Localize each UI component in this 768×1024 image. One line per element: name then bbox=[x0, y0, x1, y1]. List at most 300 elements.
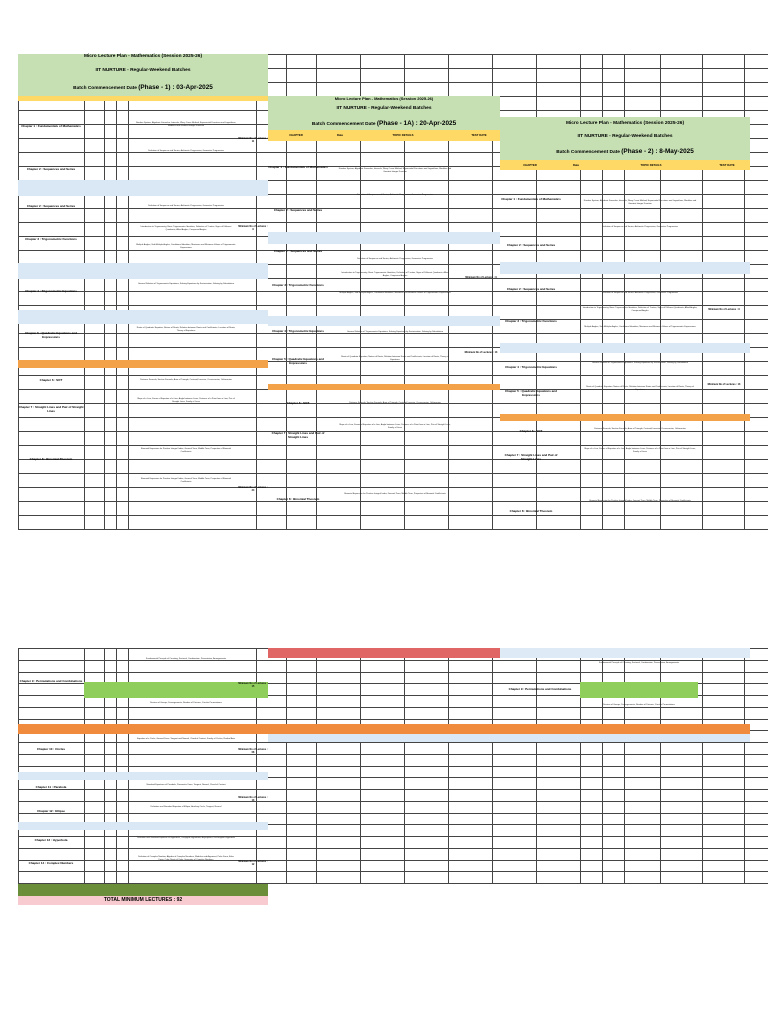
phase1-chapter-6: Chapter 6 : SOT bbox=[39, 378, 63, 382]
grid-cell bbox=[449, 362, 493, 376]
phase2-chapter-5: Chapter 5 : Quadratic Equations and Expressions bbox=[504, 389, 557, 397]
grid-cell bbox=[317, 778, 361, 790]
grid-cell bbox=[117, 236, 129, 250]
page2-topics-9: Fundamental Principle of Counting, Factorial, Combination, Permutation, Arrangements bbox=[145, 658, 227, 660]
grid-cell bbox=[361, 860, 405, 872]
grid-cell bbox=[745, 778, 768, 790]
grid-cell bbox=[703, 180, 745, 194]
grid-cell bbox=[105, 488, 117, 502]
grid-cell bbox=[257, 515, 287, 529]
grid-cell bbox=[745, 236, 768, 250]
grid-cell bbox=[745, 222, 768, 236]
grid-cell bbox=[405, 460, 449, 474]
grid-cell bbox=[405, 152, 449, 166]
phase2-chapter-3: Chapter 3 : Trigonometric Functions bbox=[505, 319, 557, 323]
grid-cell bbox=[493, 743, 537, 755]
grid-cell bbox=[405, 432, 449, 446]
page2-minlect-4: Minimum No of Lectures : 12 bbox=[238, 860, 268, 866]
grid-cell bbox=[85, 707, 105, 719]
grid-cell bbox=[625, 743, 661, 755]
grid-cell bbox=[537, 55, 581, 69]
grid-cell bbox=[493, 68, 537, 82]
phase1a-chapter-6: Chapter 6 : SOT bbox=[286, 401, 310, 405]
phase2-title: Micro Lecture Plan - Mathematics (Session 2025-26) bbox=[500, 117, 750, 130]
phase1-topics-4: General Solution of Trigonometric Equations, Solving Equations by Factorisation, Solving by Substitution bbox=[138, 283, 234, 285]
grid-cell bbox=[603, 801, 625, 813]
grid-cell bbox=[257, 446, 287, 460]
phase2-header-row bbox=[500, 160, 750, 170]
grid-cell bbox=[361, 515, 405, 529]
page2-minlect-2: Minimum No of Lectures : 08 bbox=[238, 748, 268, 754]
grid-cell bbox=[361, 837, 405, 849]
grid-cell bbox=[317, 672, 361, 684]
page2-blue-band-right bbox=[500, 648, 750, 658]
grid-cell bbox=[105, 152, 117, 166]
grid-cell bbox=[405, 696, 449, 708]
grid-cell bbox=[449, 55, 493, 69]
grid-cell bbox=[317, 460, 361, 474]
page2-chapter-9: Chapter 9 : Permutations and Combinations bbox=[19, 679, 83, 683]
grid-cell bbox=[581, 754, 603, 766]
phase2-batch: IIT NURTURE - Regular-Weekend Batches bbox=[500, 130, 750, 144]
grid-cell bbox=[537, 474, 581, 488]
grid-cell bbox=[603, 860, 625, 872]
grid-cell bbox=[661, 55, 703, 69]
grid-cell bbox=[603, 474, 625, 488]
phase2-commence-date: (Phase - 2) : 8-May-2025 bbox=[621, 148, 694, 155]
grid-cell bbox=[603, 872, 625, 884]
grid-cell bbox=[661, 222, 703, 236]
grid-cell bbox=[117, 404, 129, 418]
grid-cell bbox=[105, 790, 117, 802]
grid-cell bbox=[625, 460, 661, 474]
phase2-topics-1: Number System, Algebraic Formulae, Intervals, Wavy Curve Method, Exponential Functions and Logarithms, Modulus and Greatest Integer Function bbox=[583, 200, 697, 205]
grid-cell bbox=[405, 502, 449, 516]
grid-cell bbox=[581, 82, 603, 96]
grid-cell bbox=[449, 825, 493, 837]
grid-cell bbox=[317, 848, 361, 860]
grid-cell bbox=[287, 754, 317, 766]
grid-cell bbox=[603, 743, 625, 755]
grid-cell bbox=[19, 474, 85, 488]
grid-row bbox=[19, 743, 768, 755]
grid-cell bbox=[537, 222, 581, 236]
grid-cell bbox=[129, 334, 257, 348]
grid-cell bbox=[745, 860, 768, 872]
grid-cell bbox=[287, 180, 317, 194]
page2-chapter-10: Chapter 10 : Circles bbox=[36, 747, 66, 751]
grid-cell bbox=[449, 801, 493, 813]
grid-cell bbox=[257, 334, 287, 348]
grid-cell bbox=[317, 684, 361, 696]
phase2-band-1 bbox=[500, 262, 750, 274]
grid-cell bbox=[257, 707, 287, 719]
grid-cell bbox=[745, 446, 768, 460]
grid-cell bbox=[603, 432, 625, 446]
grid-cell bbox=[361, 778, 405, 790]
phase1-header-strip bbox=[18, 96, 268, 101]
grid-cell bbox=[317, 872, 361, 884]
grid-cell bbox=[405, 790, 449, 802]
page2-total: TOTAL MINIMUM LECTURES : 92 bbox=[18, 896, 268, 905]
grid-cell bbox=[405, 660, 449, 672]
grid-cell bbox=[703, 208, 745, 222]
phase1a-header-row bbox=[268, 130, 500, 141]
grid-cell bbox=[625, 837, 661, 849]
grid-cell bbox=[287, 848, 317, 860]
grid-cell bbox=[117, 166, 129, 180]
grid-cell bbox=[85, 515, 105, 529]
grid-cell bbox=[745, 208, 768, 222]
grid-cell bbox=[257, 801, 287, 813]
grid-cell bbox=[85, 390, 105, 404]
grid-cell bbox=[661, 502, 703, 516]
grid-cell bbox=[19, 208, 85, 222]
grid-cell bbox=[537, 376, 581, 390]
grid-cell bbox=[317, 801, 361, 813]
page2-chapter-12: Chapter 12 : Ellipse bbox=[37, 809, 65, 813]
grid-cell bbox=[317, 860, 361, 872]
grid-cell bbox=[603, 208, 625, 222]
grid-cell bbox=[287, 860, 317, 872]
grid-cell bbox=[537, 515, 581, 529]
grid-cell bbox=[117, 649, 129, 661]
grid-cell bbox=[625, 707, 661, 719]
grid-cell bbox=[117, 152, 129, 166]
grid-cell bbox=[287, 813, 317, 825]
page2-minlect-3: Minimum No of Lectures : 13 bbox=[238, 796, 268, 802]
grid-cell bbox=[745, 194, 768, 208]
grid-cell bbox=[625, 848, 661, 860]
grid-cell bbox=[449, 707, 493, 719]
grid-cell bbox=[661, 432, 703, 446]
grid-cell bbox=[449, 152, 493, 166]
grid-cell bbox=[405, 825, 449, 837]
grid-cell bbox=[361, 754, 405, 766]
grid-cell bbox=[287, 334, 317, 348]
grid-cell bbox=[317, 813, 361, 825]
grid-cell bbox=[105, 837, 117, 849]
grid-cell bbox=[493, 825, 537, 837]
page2-topics-9b: Division of Groups, Derangements, Number of Divisors, Circular Permutations bbox=[150, 702, 222, 704]
grid-cell bbox=[117, 515, 129, 529]
grid-cell bbox=[625, 390, 661, 404]
grid-cell bbox=[361, 208, 405, 222]
grid-cell bbox=[581, 432, 603, 446]
grid-cell bbox=[19, 222, 85, 236]
grid-cell bbox=[703, 860, 745, 872]
grid-cell bbox=[537, 82, 581, 96]
grid-cell bbox=[85, 488, 105, 502]
page2-right-topics-9b: Division of Groups, Derangements, Number of Divisors, Circular Permutations bbox=[603, 704, 675, 706]
grid-cell bbox=[257, 660, 287, 672]
grid-row bbox=[19, 872, 768, 884]
grid-cell bbox=[317, 334, 361, 348]
grid-cell bbox=[537, 208, 581, 222]
grid-cell bbox=[85, 166, 105, 180]
phase1-batch: IIT NURTURE - Regular-Weekend Batches bbox=[18, 68, 268, 81]
page2-blue-band-3 bbox=[18, 822, 268, 830]
grid-cell bbox=[493, 180, 537, 194]
grid-cell bbox=[19, 432, 85, 446]
grid-cell bbox=[405, 778, 449, 790]
grid-cell bbox=[537, 778, 581, 790]
grid-cell bbox=[703, 813, 745, 825]
page2-blue-band-2 bbox=[18, 772, 268, 780]
grid-cell bbox=[745, 743, 768, 755]
grid-row bbox=[19, 801, 768, 813]
grid-cell bbox=[661, 515, 703, 529]
grid-cell bbox=[85, 848, 105, 860]
grid-cell bbox=[581, 515, 603, 529]
grid-cell bbox=[317, 82, 361, 96]
grid-cell bbox=[745, 813, 768, 825]
grid-cell bbox=[105, 166, 117, 180]
grid-cell bbox=[361, 813, 405, 825]
grid-cell bbox=[449, 754, 493, 766]
grid-cell bbox=[745, 707, 768, 719]
grid-cell bbox=[625, 55, 661, 69]
grid-cell bbox=[703, 515, 745, 529]
grid-cell bbox=[603, 68, 625, 82]
grid-cell bbox=[581, 707, 603, 719]
grid-cell bbox=[703, 766, 745, 778]
grid-cell bbox=[745, 96, 768, 110]
grid-cell bbox=[745, 801, 768, 813]
grid-cell bbox=[703, 872, 745, 884]
grid-cell bbox=[257, 460, 287, 474]
grid-cell bbox=[287, 696, 317, 708]
grid-cell bbox=[449, 460, 493, 474]
grid-cell bbox=[449, 743, 493, 755]
phase1a-band-orange bbox=[268, 384, 500, 390]
grid-cell bbox=[19, 502, 85, 516]
grid-cell bbox=[449, 278, 493, 292]
grid-cell bbox=[493, 672, 537, 684]
grid-cell bbox=[19, 872, 85, 884]
grid-cell bbox=[85, 138, 105, 152]
grid-cell bbox=[257, 194, 287, 208]
grid-cell bbox=[661, 872, 703, 884]
phase2-chapter-4: Chapter 4 : Trigonometric Equations bbox=[505, 365, 557, 369]
grid-cell bbox=[85, 837, 105, 849]
grid-cell bbox=[581, 801, 603, 813]
grid-cell bbox=[287, 474, 317, 488]
grid-cell bbox=[493, 460, 537, 474]
grid-cell bbox=[703, 743, 745, 755]
grid-cell bbox=[581, 848, 603, 860]
page2-topics-12: Definition and Standard Equation of Ellipse, Auxiliary Circle, Tangent, Normal bbox=[150, 806, 222, 808]
grid-cell bbox=[537, 180, 581, 194]
grid-cell bbox=[703, 320, 745, 334]
grid-cell bbox=[85, 124, 105, 138]
phase1-band-orange bbox=[18, 360, 268, 368]
grid-cell bbox=[703, 474, 745, 488]
grid-cell bbox=[361, 672, 405, 684]
grid-cell bbox=[361, 82, 405, 96]
grid-cell bbox=[317, 754, 361, 766]
grid-cell bbox=[625, 801, 661, 813]
phase1a-col-chapter: CHAPTER bbox=[289, 133, 303, 137]
grid-cell bbox=[449, 837, 493, 849]
grid-cell bbox=[537, 813, 581, 825]
grid-cell bbox=[625, 825, 661, 837]
grid-cell bbox=[361, 180, 405, 194]
grid-cell bbox=[85, 460, 105, 474]
phase1-chapter-7: Chapter 7 : Straight Lines and Pair of Straight Lines bbox=[18, 405, 84, 413]
grid-cell bbox=[105, 460, 117, 474]
grid-cell bbox=[745, 390, 768, 404]
grid-cell bbox=[745, 672, 768, 684]
phase2-chapter-2b: Chapter 2 : Sequences and Series bbox=[506, 287, 556, 291]
grid-cell bbox=[117, 208, 129, 222]
grid-cell bbox=[703, 502, 745, 516]
grid-cell bbox=[287, 837, 317, 849]
grid-cell bbox=[581, 55, 603, 69]
grid-cell bbox=[361, 68, 405, 82]
grid-cell bbox=[625, 778, 661, 790]
phase1a-topics-6: Distance Formula, Section Formula, Area of Triangle, Centroid, Incentre, Circumcentre, Orthocentre bbox=[349, 402, 441, 404]
phase1-minlect-3: Minimum No of Lectures : 24 bbox=[238, 486, 268, 492]
grid-cell bbox=[105, 278, 117, 292]
grid-cell bbox=[287, 707, 317, 719]
grid-cell bbox=[449, 766, 493, 778]
phase1a-chapter-3: Chapter 3 : Trigonometric Functions bbox=[272, 283, 324, 287]
grid-cell bbox=[117, 790, 129, 802]
grid-cell bbox=[625, 432, 661, 446]
grid-cell bbox=[405, 837, 449, 849]
grid-cell bbox=[85, 222, 105, 236]
grid-cell bbox=[85, 250, 105, 264]
grid-cell bbox=[19, 707, 85, 719]
grid-row bbox=[19, 474, 768, 488]
grid-cell bbox=[129, 660, 257, 672]
grid-cell bbox=[105, 801, 117, 813]
grid-cell bbox=[117, 488, 129, 502]
grid-cell bbox=[317, 837, 361, 849]
grid-cell bbox=[117, 110, 129, 124]
grid-cell bbox=[603, 515, 625, 529]
grid-cell bbox=[493, 813, 537, 825]
page2-topics-14: Definition of Complex Number, Algebra of Complex Numbers, Modulus and Argument, Polar Form, Euler Form, Cube Roots of Unity, Geometry of Complex Numbers bbox=[138, 856, 234, 861]
grid-cell bbox=[537, 837, 581, 849]
grid-cell bbox=[129, 872, 257, 884]
grid-cell bbox=[625, 813, 661, 825]
grid-cell bbox=[361, 474, 405, 488]
grid-cell bbox=[129, 208, 257, 222]
grid-row bbox=[19, 278, 768, 292]
grid-cell bbox=[537, 872, 581, 884]
grid-cell bbox=[19, 152, 85, 166]
grid-cell bbox=[287, 404, 317, 418]
grid-cell bbox=[19, 390, 85, 404]
grid-cell bbox=[493, 208, 537, 222]
grid-cell bbox=[117, 743, 129, 755]
grid-cell bbox=[361, 790, 405, 802]
phase2-chapter-7: Chapter 7 : Straight Lines and Pair of Straight Lines bbox=[504, 453, 558, 461]
grid-cell bbox=[361, 872, 405, 884]
grid-cell bbox=[745, 292, 768, 306]
grid-cell bbox=[257, 404, 287, 418]
grid-cell bbox=[105, 194, 117, 208]
grid-cell bbox=[625, 82, 661, 96]
grid-cell bbox=[603, 837, 625, 849]
phase1-chapter-5: Chapter 5 : Quadratic Equations and Expressions bbox=[24, 331, 77, 339]
grid-cell bbox=[537, 848, 581, 860]
grid-cell bbox=[581, 766, 603, 778]
grid-cell bbox=[105, 418, 117, 432]
grid-cell bbox=[537, 790, 581, 802]
grid-cell bbox=[117, 837, 129, 849]
grid-cell bbox=[405, 515, 449, 529]
grid-cell bbox=[361, 334, 405, 348]
grid-cell bbox=[19, 848, 85, 860]
phase1a-batch: IIT NURTURE - Regular-Weekend Batches bbox=[268, 101, 500, 117]
grid-cell bbox=[105, 872, 117, 884]
grid-cell bbox=[105, 474, 117, 488]
grid-cell bbox=[19, 418, 85, 432]
grid-cell bbox=[745, 432, 768, 446]
grid-cell bbox=[745, 320, 768, 334]
grid-cell bbox=[661, 68, 703, 82]
grid-cell bbox=[449, 813, 493, 825]
grid-cell bbox=[603, 278, 625, 292]
phase1a-col-test: TEST DATE bbox=[471, 133, 487, 137]
grid-cell bbox=[317, 502, 361, 516]
grid-cell bbox=[287, 801, 317, 813]
grid-cell bbox=[745, 754, 768, 766]
grid-cell bbox=[317, 515, 361, 529]
grid-cell bbox=[661, 837, 703, 849]
grid-cell bbox=[745, 55, 768, 69]
grid-cell bbox=[85, 754, 105, 766]
grid-cell bbox=[405, 684, 449, 696]
phase1-chapter-4: Chapter 4 : Trigonometric Equations bbox=[25, 289, 77, 293]
grid-cell bbox=[405, 860, 449, 872]
phase1a-topics-3b: Multiple Angles, Sub-Multiple Angles, Conditional Identities, Maximum and Minimum Values of Trigonometric Expressions bbox=[339, 292, 451, 294]
page2-right-chapter-9: Chapter 9 : Permutations and Combinations bbox=[508, 687, 572, 691]
grid-cell bbox=[661, 848, 703, 860]
grid-cell bbox=[85, 801, 105, 813]
grid-cell bbox=[361, 404, 405, 418]
grid-cell bbox=[287, 660, 317, 672]
grid-cell bbox=[493, 55, 537, 69]
grid-cell bbox=[361, 55, 405, 69]
grid-cell bbox=[703, 790, 745, 802]
grid-cell bbox=[405, 754, 449, 766]
grid-cell bbox=[117, 502, 129, 516]
grid-cell bbox=[85, 474, 105, 488]
page2-green-band-right bbox=[580, 682, 698, 698]
grid-cell bbox=[449, 790, 493, 802]
grid-cell bbox=[449, 872, 493, 884]
grid-cell bbox=[287, 418, 317, 432]
phase1a-commence: Batch Commencement Date (Phase - 1A) : 20-Apr-2025 bbox=[268, 117, 500, 130]
grid-cell bbox=[405, 743, 449, 755]
phase1-chapter-2: Chapter 2 : Sequences and Series bbox=[26, 167, 76, 171]
grid-cell bbox=[287, 460, 317, 474]
grid-cell bbox=[257, 502, 287, 516]
grid-cell bbox=[703, 837, 745, 849]
grid-cell bbox=[661, 754, 703, 766]
phase1-topics-3b: Multiple Angles, Sub-Multiple Angles, Conditional Identities, Maximum and Minimum Values of Trigonometric Expressions bbox=[136, 244, 236, 249]
grid-cell bbox=[317, 446, 361, 460]
page2-minlect-1: Minimum No of Lectures : 15 bbox=[238, 682, 268, 688]
grid-cell bbox=[745, 502, 768, 516]
phase2-minlect-1: Minimum No of Lectures : 9 bbox=[708, 308, 740, 311]
grid-cell bbox=[117, 390, 129, 404]
grid-cell bbox=[745, 790, 768, 802]
